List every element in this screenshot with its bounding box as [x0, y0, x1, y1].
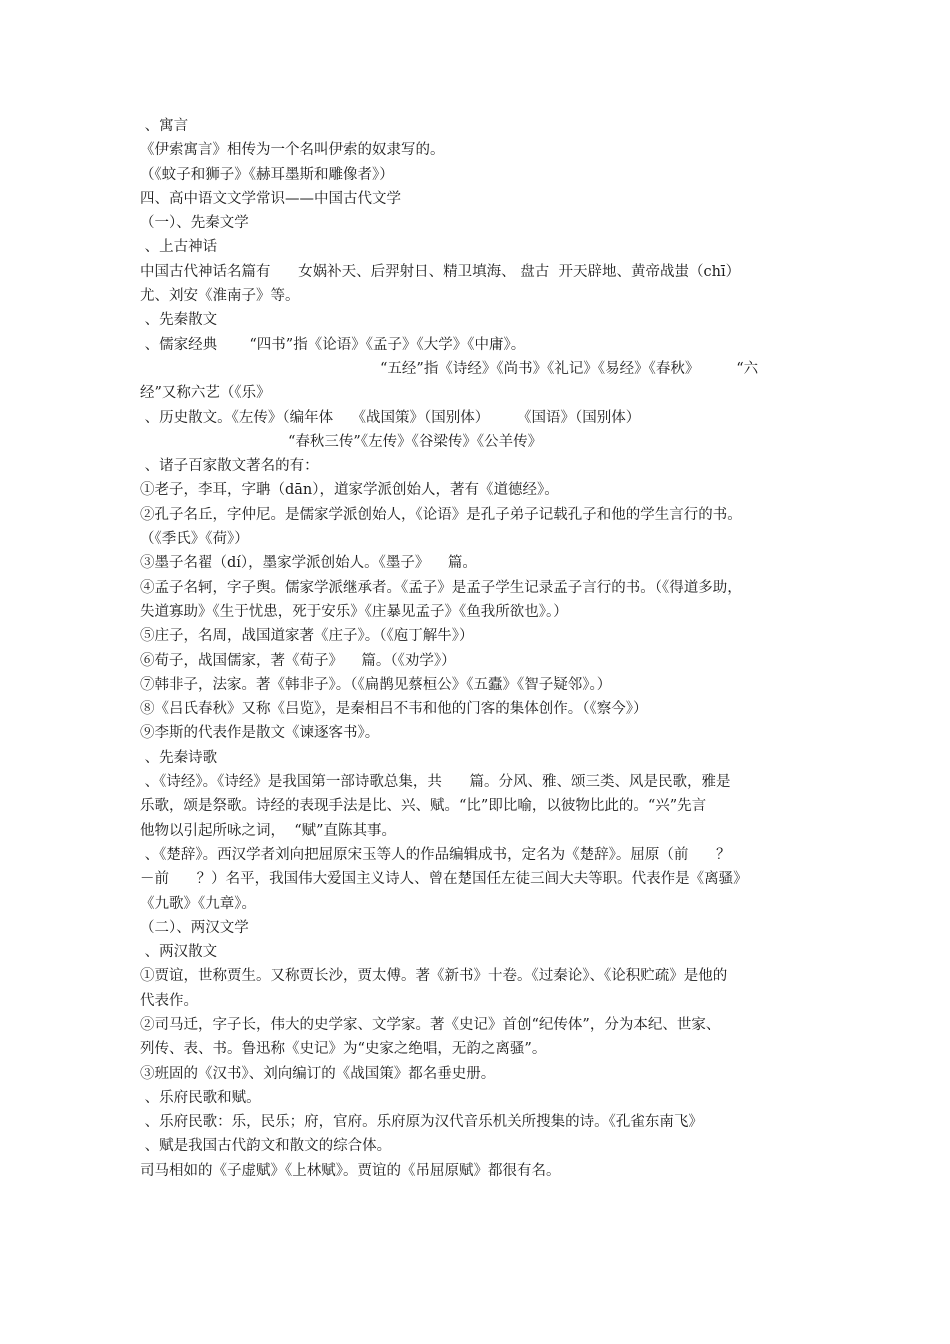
text-line: 司马相如的《子虚赋》《上林赋》。贾谊的《吊屈原赋》都很有名。: [140, 1162, 561, 1179]
text-line: －前 ？）名平，我国伟大爱国主义诗人、曾在楚国任左徒三闾大夫等职。代表作是《离骚》: [140, 871, 748, 888]
text-line: 、先秦诗歌: [140, 749, 218, 766]
text-line: （《蚊子和狮子》《赫耳墨斯和雕像者》）: [140, 166, 394, 183]
text-line: ②司马迁，字子长，伟大的史学家、文学家。著《史记》首创“纪传体”，分为本纪、世家、: [140, 1016, 721, 1033]
text-line: 中国古代神话名篇有 女娲补天、后羿射日、精卫填海、 盘古 开天辟地、黄帝战蚩（chī）: [140, 263, 741, 280]
text-line: （《季氏》《荷》）: [140, 531, 249, 548]
text-line: 、《诗经》。《诗经》是我国第一部诗歌总集，共 篇。分风、雅、颂三类、风是民歌，雅是: [140, 774, 731, 791]
document-body: [140, 114, 812, 1183]
text-line: 、两汉散文: [140, 944, 218, 961]
text-line: 《九歌》《九章》。: [140, 895, 256, 912]
text-line: 、乐府民歌和赋。: [140, 1089, 261, 1106]
text-line: 、上古神话: [140, 239, 218, 256]
text-line: ④孟子名轲，字子舆。儒家学派继承者。《孟子》是孟子学生记录孟子言行的书。（《得道多助，: [140, 579, 742, 596]
text-line: ①老子，李耳，字聃（dān），道家学派创始人，著有《道德经》。: [140, 482, 559, 499]
text-line: ⑦韩非子，法家。著《韩非子》。（《扁鹊见蔡桓公》《五蠹》《智子疑邻》。）: [140, 676, 612, 693]
text-line: 、《楚辞》。西汉学者刘向把屈原宋玉等人的作品编辑成书，定名为《楚辞》。屈原（前 ？: [140, 846, 731, 863]
text-line: 列传、表、书。鲁迅称《史记》为“史家之绝唱，无韵之离骚”。: [140, 1041, 547, 1058]
text-line: 、诸子百家散文著名的有：: [140, 458, 319, 475]
text-line: “五经”指《诗经》《尚书》《礼记》《易经》《春秋》 “六: [380, 360, 759, 377]
text-line: 、先秦散文: [140, 312, 218, 329]
text-line: 《伊索寓言》相传为一个名叫伊索的奴隶写的。: [140, 142, 445, 159]
text-line: ②孔子名丘，字仲尼。是儒家学派创始人，《论语》是孔子弟子记载孔子和他的学生言行的书。: [140, 506, 742, 523]
subsection-heading: （一）、先秦文学: [140, 215, 249, 232]
text-line: ⑥荀子，战国儒家，著《荀子》 篇。（《劝学》）: [140, 652, 456, 669]
text-line: 、乐府民歌：乐，民乐；府，官府。乐府原为汉代音乐机关所搜集的诗。《孔雀东南飞》: [140, 1114, 703, 1131]
text-line: 、赋是我国古代韵文和散文的综合体。: [140, 1138, 392, 1155]
text-line: 尤、刘安《淮南子》等。: [140, 288, 300, 305]
text-line: 、儒家经典 “四书”指《论语》《孟子》《大学》《中庸》。: [140, 336, 526, 353]
text-line: 、历史散文。《左传》（编年体 《战国策》（国别体） 《国语》（国别体）: [140, 409, 641, 426]
text-line: ③班固的《汉书》、刘向编订的《战国策》都名垂史册。: [140, 1065, 496, 1082]
text-line: 失道寡助》《生于忧患，死于安乐》《庄暴见孟子》《鱼我所欲也》。）: [140, 603, 568, 620]
text-line: 、寓言: [140, 118, 189, 134]
text-line: 经”又称六艺（《乐》: [140, 385, 271, 402]
subsection-heading: （二）、两汉文学: [140, 919, 249, 936]
text-line: ⑨李斯的代表作是散文《谏逐客书》。: [140, 725, 380, 742]
text-line: ⑤庄子，名周，战国道家著《庄子》。（《庖丁解牛》）: [140, 628, 474, 645]
text-line: “春秋三传”《左传》《谷梁传》《公羊传》: [288, 433, 543, 450]
section-heading: 四、高中语文文学常识——中国古代文学: [140, 190, 401, 207]
text-line: ⑧《吕氏春秋》又称《吕览》，是秦相吕不韦和他的门客的集体创作。（《察今》）: [140, 701, 648, 718]
text-line: 他物以引起所咏之词， “赋”直陈其事。: [140, 822, 397, 839]
text-line: ①贾谊，世称贾生。又称贾长沙，贾太傅。著《新书》十卷。《过秦论》、《论积贮疏》是他的: [140, 968, 728, 985]
text-line: ③墨子名翟（dí），墨家学派创始人。《墨子》 篇。: [140, 555, 477, 572]
text-line: 乐歌，颂是祭歌。诗经的表现手法是比、兴、赋。“比”即比喻，以彼物比此的。“兴”先言: [140, 798, 707, 815]
text-line: 代表作。: [140, 992, 198, 1009]
